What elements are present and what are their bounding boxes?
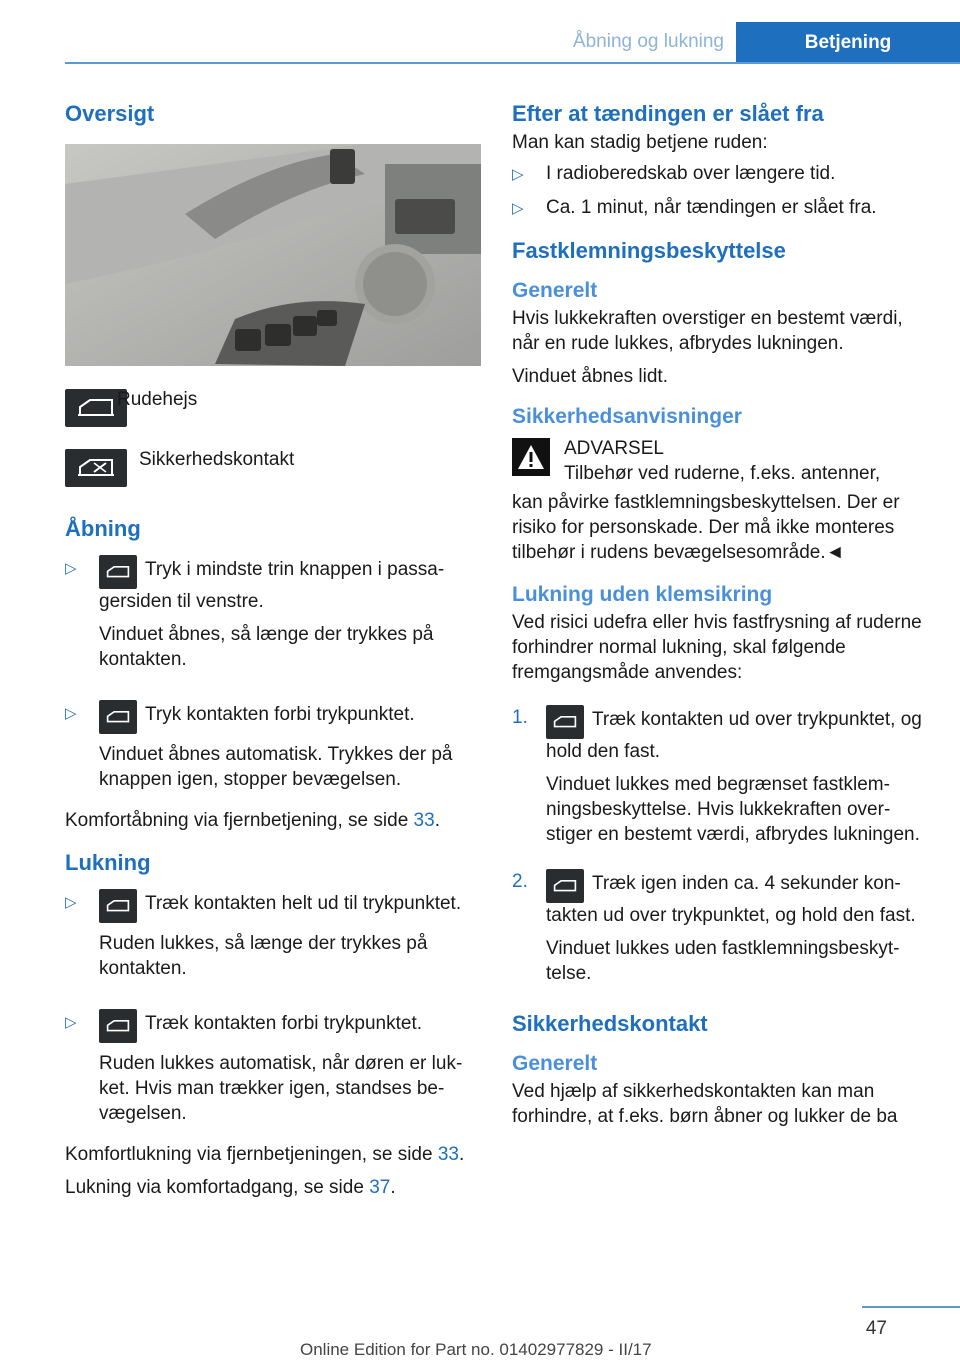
bullet-triangle-icon: ▷ (512, 200, 524, 217)
sikanv-title: Sikkerhedsanvisninger (512, 405, 742, 428)
window-switch-icon (99, 555, 137, 589)
abning-title: Åbning (65, 516, 141, 541)
uden-step-1-text: Træk kontakten ud over trykpunktet, og hold den fast. (546, 709, 922, 762)
list-item (512, 195, 927, 221)
uden-step-2-text: Træk igen inden ca. 4 sekunder kontakten ud over trykpunktet, og hold den fast. (546, 873, 916, 926)
left-column (65, 100, 481, 1208)
bullet-triangle-icon: ▷ (65, 705, 77, 722)
safety-switch-icon (65, 449, 127, 487)
window-switch-icon (546, 869, 584, 903)
bullet-triangle-icon: ▷ (65, 1014, 77, 1031)
warning-text-b: kan påvirke fastklemningsbeskyttelsen. Der er risiko for personskade. Der må ikke monteres tilbehør i rudens bevægelsesområde.◄ (512, 492, 900, 563)
header-section: Åbning og lukning (572, 31, 724, 52)
footer-rule (862, 1306, 960, 1308)
header-tab: Betjening (736, 22, 960, 64)
efter-intro: Man kan stadig betjene ruden: (512, 132, 768, 153)
window-switch-icon (99, 1009, 137, 1043)
list-item (65, 1009, 481, 1134)
header-rule (65, 62, 960, 64)
list-item (512, 705, 927, 855)
warning-label: ADVARSEL (564, 438, 664, 459)
list-item (512, 869, 927, 994)
efter-title: Efter at tændingen er slået fra (512, 101, 824, 126)
generelt-2-title: Generelt (512, 1052, 598, 1075)
abning-item-2-text: Tryk kontakten forbi trykpunktet. (145, 704, 415, 725)
list-item (65, 889, 481, 989)
bullet-triangle-icon: ▷ (65, 560, 77, 577)
abning-note: Komfortåbning via fjernbetjening, se side 33. (65, 810, 440, 831)
uden-step-2-desc: Vinduet lukkes uden fastklemningsbeskyttelse. (546, 938, 900, 984)
warning-box (512, 436, 927, 486)
legend-safety-switch: Sikkerhedskontakt (139, 449, 295, 470)
step-number: 2. (512, 871, 528, 892)
efter-item-1: I radioberedskab over længere tid. (546, 163, 836, 184)
window-switch-icon (99, 700, 137, 734)
efter-item-2: Ca. 1 minut, når tændingen er slået fra. (546, 197, 877, 218)
bullet-triangle-icon: ▷ (65, 894, 77, 911)
generelt-2-text: Ved hjælp af sikkerhedskontakten kan man forhindre, at f.eks. børn åbner og lukker de ba (512, 1081, 898, 1127)
window-switch-icon (546, 705, 584, 739)
lukning-item-2-text: Træk kontakten forbi trykpunktet. (145, 1013, 423, 1034)
window-switch-icon (99, 889, 137, 923)
lukning-item-1-text: Træk kontakten helt ud til trykpunktet. (145, 893, 462, 914)
uden-step-1-desc: Vinduet lukkes med begrænset fastklemningsbeskyttelse. Hvis lukkekraften overstiger en bestemt værdi, afbrydes lukningen. (546, 774, 920, 845)
abning-item-1-text: Tryk i mindste trin knappen i passagersiden til venstre. (99, 559, 445, 612)
generelt-1-text: Hvis lukkekraften overstiger en bestemt værdi, når en rude lukkes, afbrydes lukningen. (512, 308, 903, 354)
abning-item-1-desc: Vinduet åbnes, så længe der trykkes på kontakten. (99, 624, 434, 670)
right-column (512, 100, 927, 1137)
warning-triangle-icon (512, 438, 550, 476)
generelt-1-text-2: Vinduet åbnes lidt. (512, 366, 668, 387)
list-item (65, 700, 481, 800)
page-link[interactable]: 33 (437, 1144, 459, 1165)
lukning-item-2-desc: Ruden lukkes automatisk, når døren er lukket. Hvis man trækker igen, standses bevægelsen. (99, 1053, 463, 1124)
list-item (512, 161, 927, 187)
door-panel-photo (65, 144, 481, 366)
uden-title: Lukning uden klemsikring (512, 583, 773, 606)
bullet-triangle-icon: ▷ (512, 166, 524, 183)
oversigt-title: Oversigt (65, 101, 155, 126)
uden-intro: Ved risici udefra eller hvis fastfrysning af ruderne forhindrer normal lukning, skal følgende fremgangsmåde anvendes: (512, 612, 922, 683)
lukning-note-1: Komfortlukning via fjernbetjeningen, se side 33. (65, 1144, 465, 1165)
legend-window-lifter: Rudehejs (117, 389, 198, 410)
footer-edition: Online Edition for Part no. 01402977829 - II/17 (300, 1340, 652, 1359)
lukning-title: Lukning (65, 850, 151, 875)
generelt-1-title: Generelt (512, 279, 598, 302)
sikk-title: Sikkerhedskontakt (512, 1011, 708, 1036)
page-number: 47 (865, 1318, 887, 1339)
step-number: 1. (512, 707, 528, 728)
page-link[interactable]: 33 (413, 810, 435, 831)
warning-text-a: Tilbehør ved ruderne, f.eks. antenner, (564, 463, 881, 484)
abning-item-2-desc: Vinduet åbnes automatisk. Trykkes der på knappen igen, stopper bevægelsen. (99, 744, 453, 790)
lukning-note-2: Lukning via komfortadgang, se side 37. (65, 1177, 396, 1198)
lukning-item-1-desc: Ruden lukkes, så længe der trykkes på kontakten. (99, 933, 428, 979)
fast-title: Fastklemningsbeskyttelse (512, 238, 786, 263)
list-item (65, 555, 481, 680)
page-link[interactable]: 37 (369, 1177, 391, 1198)
